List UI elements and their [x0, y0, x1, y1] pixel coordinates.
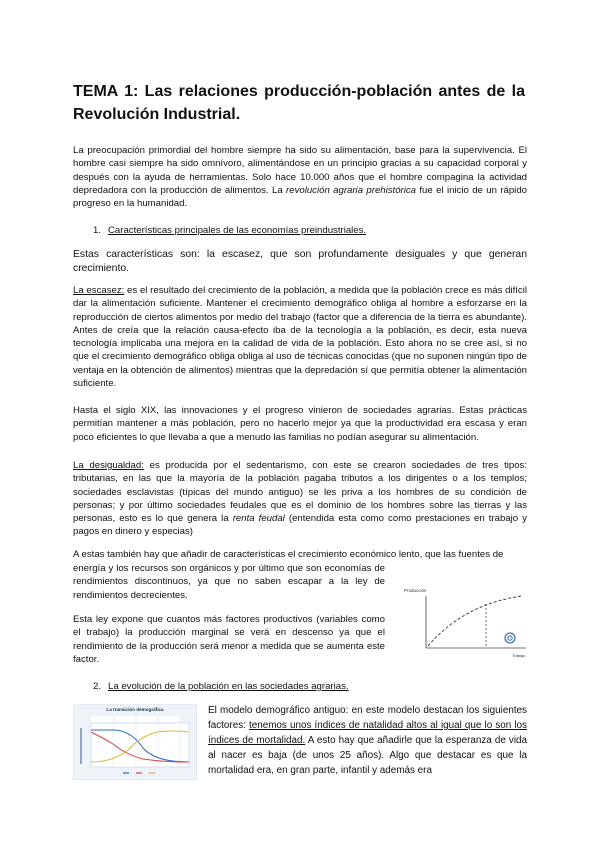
siglo-xix-paragraph: Hasta el siglo XIX, las innovaciones y el progreso vinieron de sociedades agrarias. Estas prácticas permitían mantener a más población, pero no hacerlo mejor ya que la productividad era escasa y eran poco eficientes lo que llevaba a que a menudo las familias no podían asegurar su alimentación. [73, 405, 527, 443]
intro-text-a: La preocupación primordial del hombre siempre ha sido su alimentación, base para la supervivencia. El hombre casi siempre ha sido omnívoro, alimentándose en un principio gracias a su capacidad corporal y después con la ayuda de herramientas. Solo hace 10.000 años que el hombre compagina la actividad depredadora con la producción de alimentos. La [73, 145, 527, 196]
demographic-transition-graph [73, 704, 197, 780]
graph2-phase-header-4 [159, 716, 179, 722]
section-2-heading [93, 680, 349, 693]
modelo-paragraph [208, 703, 527, 778]
intro-paragraph [73, 144, 527, 210]
desigualdad-italic: renta feudal [232, 513, 285, 525]
graph1-xlabel: Trabajo [512, 653, 526, 658]
diminishing-returns-graph [404, 586, 528, 664]
graph2-phase-header-3 [137, 716, 157, 722]
graph1-ylabel: Producción [404, 588, 427, 593]
desigualdad-paragraph [73, 459, 527, 539]
desigualdad-text-b: (entendida esta como como prestaciones en trabajo y pagos en dinero y especias) [73, 513, 528, 538]
intro-text-b: fue el inicio de un rápido progreso en la humanidad. [73, 184, 527, 210]
desigualdad-text-a: es producida por el sedentarismo, con este se crearon sociedades de tres tipos: tributarias, en las que la mayoría de la población pagaba tributos a los dirigentes o a los templos; sociedades esclavistas (típicas del mundo antiguo) se les priva a los hombres de su condición de personas; y por último sociedades feudales que es el dominio de los hombres sobre las tierras y las personas, esto es lo que genera la [73, 460, 527, 525]
graph1-logo [505, 633, 515, 643]
section-2-title: La evolución de la población en las sociedades agrarias. [108, 681, 349, 692]
intro-italic: revolución agraria prehistórica [286, 184, 416, 196]
section-2-number: 2. [93, 681, 102, 692]
section-1-heading [93, 224, 366, 237]
ademas-line-1: A estas también hay que añadir de características el crecimiento económico lento, que las fuentes de [73, 549, 504, 560]
desigualdad-label: La desigualdad: [73, 460, 144, 471]
escasez-text: es el resultado del crecimiento de la población, a medida que la población crece es más difícil dar la alimentación suficiente. Mantener el crecimiento demográfico obliga al hombre a esforzarse en la reproducción de ciertos alimentos por medio del trabajo (factor que a diferencia de la tierra es abundante). Antes de creía que la relación causa-efecto iba de la tecnología a la población, es decir, esta nueva tecnología implicaba una mejora en la calidad de vida de la población. Esto ahora no se cree así, si no que el crecimiento demográfico obliga obliga al uso de técnicas conocidas (que no suponen ningún tipo de ventaja en la obtención de alimentos) mientras que la depredación sí que permitía obtener la alimentación suficiente. [73, 285, 527, 390]
modelo-underlined: tenemos unos índices de natalidad altos al igual que lo son los índices de mortalidad. [208, 720, 527, 746]
section-1-number: 1. [93, 225, 102, 236]
characteristics-paragraph: Estas características son: la escasez, que son profundamente desiguales y que generan crecimiento. [73, 249, 527, 275]
modelo-text-a: El modelo demográfico antiguo: en este modelo destacan los siguientes factores: [208, 705, 527, 731]
graph2-phase-header-2 [115, 716, 135, 722]
modelo-text-b: A esto hay que añadirle que la esperanza de vida al nacer es baja (de unos 25 años). Algo que destacar es que la mortalidad era, en gran parte, infantil y además era [208, 735, 528, 776]
ademas-rest: energía y los recursos son orgánicos y por último que son economías de rendimientos discontinuos, ya que no saben escapar a la ley de rendimientos decrecientes. [73, 563, 385, 601]
page-title: TEMA 1: Las relaciones producción-población antes de la Revolución Industrial. [73, 83, 525, 123]
graph2-title: La transición demográfica [106, 707, 164, 712]
ley-paragraph: Esta ley expone que cuantos más factores productivos (variables como el trabajo) la producción marginal se verá en descenso ya que el rendimiento de la producción será menor a medida que se aumenta este factor. [73, 614, 385, 665]
graph2-phase-header-1 [91, 716, 113, 722]
escasez-paragraph [73, 284, 527, 390]
escasez-label: La escasez: [73, 285, 125, 296]
section-1-title: Características principales de las economías preindustriales. [108, 225, 367, 236]
